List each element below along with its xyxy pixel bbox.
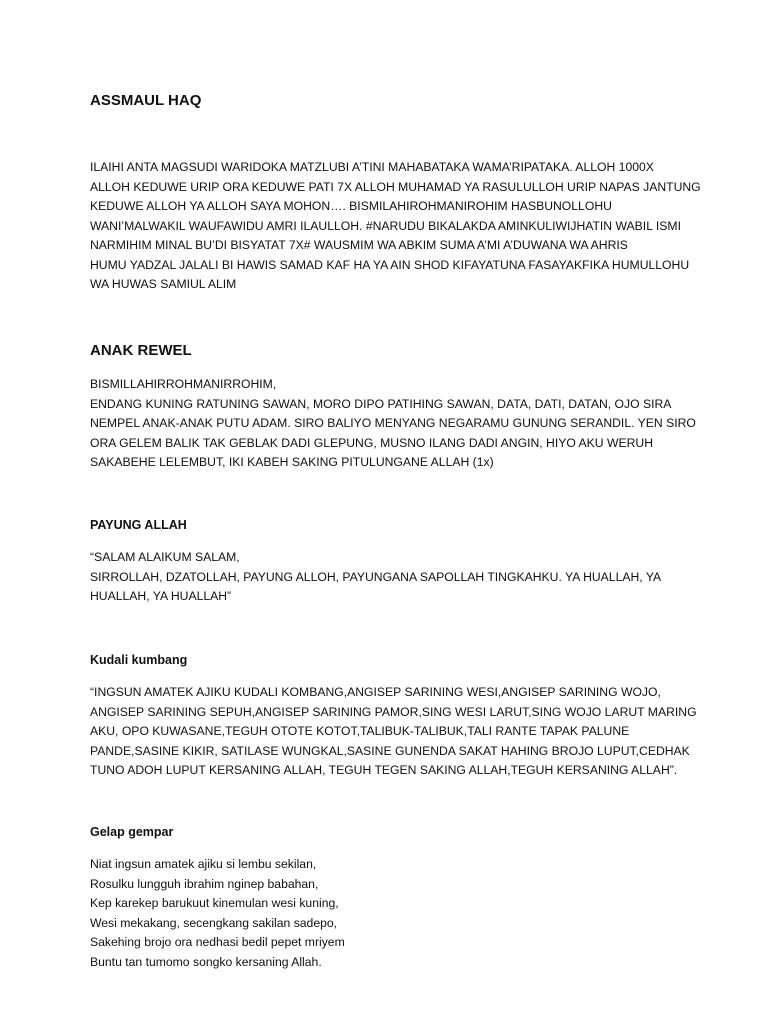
text-line: NEMPEL ANAK-ANAK PUTU ADAM. SIRO BALIYO MENYANG NEGARAMU GUNUNG SERANDIL. YEN SIRO	[90, 416, 696, 430]
text-line: ENDANG KUNING RATUNING SAWAN, MORO DIPO PATIHING SAWAN, DATA, DATI, DATAN, OJO SIRA	[90, 396, 672, 411]
text-line: Niat ingsun amatek ajiku si lembu sekilan,	[90, 857, 317, 871]
text-line: Wesi mekakang, secengkang sakilan sadepo,	[90, 915, 338, 930]
section-body-kudali-kumbang	[90, 683, 697, 781]
text-line: HUALLAH, YA HUALLAH”	[90, 589, 232, 603]
text-line: SIRROLLAH, DZATOLLAH, PAYUNG ALLOH, PAYUNGANA SAPOLLAH TINGKAHKU. YA HUALLAH, YA	[90, 569, 662, 584]
text-line: “SALAM ALAIKUM SALAM,	[90, 550, 240, 564]
text-line: Buntu tan tumomo songko kersaning Allah.	[90, 954, 322, 969]
section-title-payung-allah: PAYUNG ALLAH	[90, 518, 187, 532]
section-title-kudali-kumbang: Kudali kumbang	[90, 653, 188, 667]
section-title-gelap-gempar: Gelap gempar	[90, 825, 174, 839]
text-line: Kep karekep barukuut kinemulan wesi kuning,	[90, 896, 339, 910]
section-body-payung-allah	[90, 548, 690, 607]
section-title-anak-rewel: ANAK REWEL	[90, 342, 192, 359]
text-line: HUMU YADZAL JALALI BI HAWIS SAMAD KAF HA YA AIN SHOD KIFAYATUNA FASAYAKFIKA HUMULLOHU	[90, 257, 690, 272]
text-line: WA HUWAS SAMIUL ALIM	[90, 277, 237, 291]
text-line: Sakehing brojo ora nedhasi bedil pepet mriyem	[90, 935, 345, 949]
text-line: KEDUWE ALLOH YA ALLOH SAYA MOHON…. BISMILAHIROHMANIROHIM HASBUNOLLOHU	[90, 199, 612, 213]
text-line: NARMIHIM MINAL BU’DI BISYATAT 7X# WAUSMIM WA ABKIM SUMA A’MI A’DUWANA WA AHRIS	[90, 238, 628, 252]
section-body-anak-rewel	[90, 375, 696, 473]
text-line: BISMILLAHIRROHMANIRROHIM,	[90, 377, 277, 391]
text-line: TUNO ADOH LUPUT KERSANING ALLAH, TEGUH TEGEN SAKING ALLAH,TEGUH KERSANING ALLAH”.	[90, 763, 678, 777]
section-body-assmaul-haq	[90, 158, 701, 295]
text-line: PANDE,SASINE KIKIR, SATILASE WUNGKAL,SASINE GUNENDA SAKAT HAHING BROJO LUPUT,CEDHAK	[90, 743, 690, 758]
section-body-gelap-gempar	[90, 855, 690, 972]
section-title-assmaul-haq: ASSMAUL HAQ	[90, 92, 202, 109]
text-line: Rosulku lungguh ibrahim nginep babahan,	[90, 876, 319, 891]
text-line: ILAIHI ANTA MAGSUDI WARIDOKA MATZLUBI A’TINI MAHABATAKA WAMA’RIPATAKA. ALLOH 1000X	[90, 160, 654, 174]
text-line: WANI’MALWAKIL WAUFAWIDU AMRI ILAULLOH. #NARUDU BIKALAKDA AMINKULIWIJHATIN WABIL ISMI	[90, 218, 681, 233]
text-line: SAKABEHE LELEMBUT, IKI KABEH SAKING PITULUNGANE ALLAH (1x)	[90, 455, 494, 469]
text-line: ANGISEP SARINING SEPUH,ANGISEP SARINING PAMOR,SING WESI LARUT,SING WOJO LARUT MARING	[90, 704, 697, 719]
text-line: “INGSUN AMATEK AJIKU KUDALI KOMBANG,ANGISEP SARINING WESI,ANGISEP SARINING WOJO,	[90, 685, 661, 699]
text-line: ALLOH KEDUWE URIP ORA KEDUWE PATI 7X ALLOH MUHAMAD YA RASULULLOH URIP NAPAS JANTUNG	[90, 179, 701, 194]
text-line: ORA GELEM BALIK TAK GEBLAK DADI GLEPUNG, MUSNO ILANG DADI ANGIN, HIYO AKU WERUH	[90, 435, 654, 450]
text-line: AKU, OPO KUWASANE,TEGUH OTOTE KOTOT,TALIBUK-TALIBUK,TALI RANTE TAPAK PALUNE	[90, 724, 630, 738]
